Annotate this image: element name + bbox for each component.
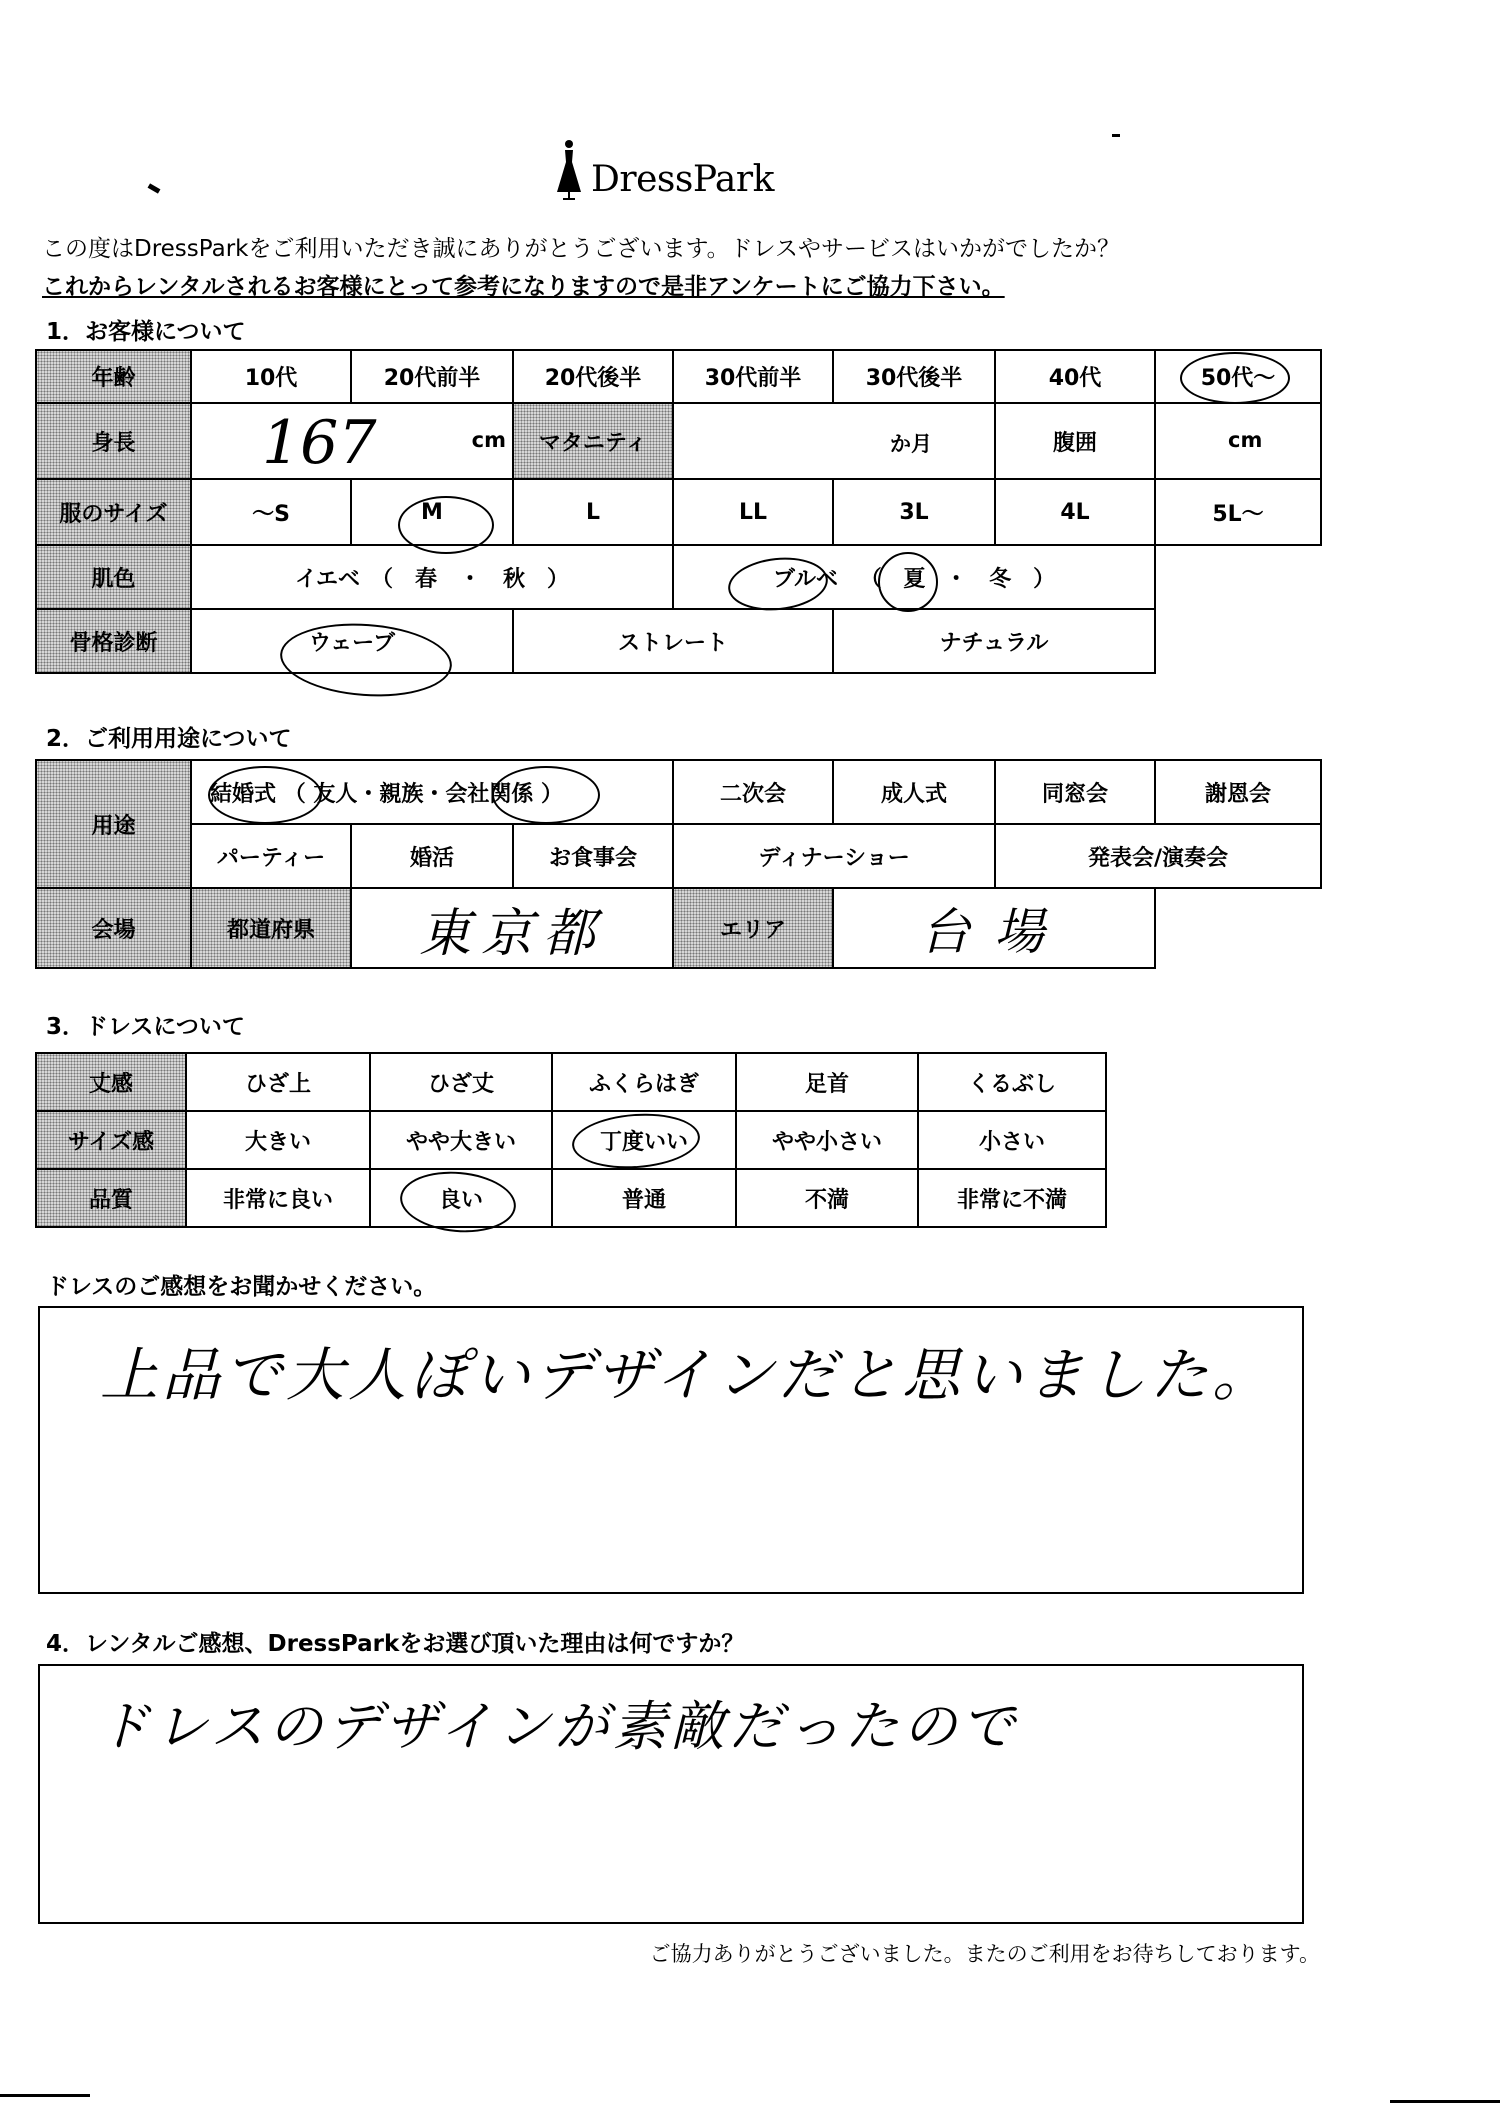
blank-cell bbox=[1155, 545, 1321, 609]
age-option[interactable]: 10代 bbox=[191, 350, 351, 403]
waist-field[interactable] bbox=[1155, 403, 1321, 479]
quality-option[interactable]: 非常に不満 bbox=[918, 1169, 1106, 1227]
age-row bbox=[36, 350, 1321, 403]
purpose-label: 用途 bbox=[36, 760, 191, 888]
wedding-main: 結婚式 bbox=[210, 781, 277, 807]
area-field[interactable] bbox=[833, 888, 1155, 968]
size-label: 服のサイズ bbox=[36, 479, 191, 545]
quality-option[interactable]: 非常に良い bbox=[186, 1169, 370, 1227]
fit-option[interactable]: やや小さい bbox=[736, 1111, 918, 1169]
section1-title: 1．お客様について bbox=[46, 319, 246, 345]
prefecture-label: 都道府県 bbox=[191, 888, 351, 968]
maternity-unit: か月 bbox=[890, 432, 932, 456]
length-option[interactable]: くるぶし bbox=[918, 1053, 1106, 1111]
logo-text: DressPark bbox=[591, 159, 774, 200]
wedding-option[interactable] bbox=[191, 760, 673, 824]
usage-table bbox=[35, 759, 1322, 969]
reason-box[interactable] bbox=[38, 1664, 1304, 1924]
waist-label: 腹囲 bbox=[995, 403, 1155, 479]
age-option-selected[interactable]: 50代～ bbox=[1155, 350, 1321, 403]
skin-yellow-base[interactable]: イエベ （ 春 ・ 秋 ） bbox=[191, 545, 673, 609]
usage-row-2 bbox=[36, 824, 1321, 888]
section2-title: 2．ご利用用途について bbox=[46, 726, 292, 752]
age-option[interactable]: 30代前半 bbox=[673, 350, 833, 403]
dresspark-logo bbox=[555, 140, 774, 200]
usage-option[interactable]: 同窓会 bbox=[995, 760, 1155, 824]
area-value: 台場 bbox=[920, 903, 1069, 961]
scan-speck bbox=[1112, 134, 1120, 137]
prefecture-field[interactable] bbox=[351, 888, 673, 968]
age-option[interactable]: 20代前半 bbox=[351, 350, 513, 403]
height-row bbox=[36, 403, 1321, 479]
footer-thanks: ご協力ありがとうございました。またのご利用をお待ちしております。 bbox=[649, 1942, 1320, 1966]
intro-request: これからレンタルされるお客様にとって参考になりますので是非アンケートにご協力下さい。 bbox=[42, 274, 1005, 300]
size-option[interactable]: 3L bbox=[833, 479, 995, 545]
blank-cell bbox=[1155, 609, 1321, 673]
length-option[interactable]: ひざ丈 bbox=[370, 1053, 552, 1111]
venue-label: 会場 bbox=[36, 888, 191, 968]
usage-option[interactable]: パーティー bbox=[191, 824, 351, 888]
usage-option[interactable]: ディナーショー bbox=[673, 824, 995, 888]
quality-row bbox=[36, 1169, 1106, 1227]
quality-option[interactable]: 不満 bbox=[736, 1169, 918, 1227]
length-label: 丈感 bbox=[36, 1053, 186, 1111]
prefecture-value: 東京都 bbox=[419, 903, 606, 964]
size-option[interactable]: 4L bbox=[995, 479, 1155, 545]
venue-row bbox=[36, 888, 1321, 968]
size-option-selected[interactable]: M bbox=[351, 479, 513, 545]
age-option[interactable]: 30代後半 bbox=[833, 350, 995, 403]
quality-option[interactable]: 普通 bbox=[552, 1169, 736, 1227]
length-option[interactable]: ふくらはぎ bbox=[552, 1053, 736, 1111]
fit-label: サイズ感 bbox=[36, 1111, 186, 1169]
waist-unit: cm bbox=[1228, 428, 1263, 452]
wedding-company: 会社関係 bbox=[445, 781, 534, 807]
skin-blue-base[interactable] bbox=[673, 545, 1155, 609]
size-row bbox=[36, 479, 1321, 545]
fit-option[interactable]: 小さい bbox=[918, 1111, 1106, 1169]
skin-winter: ・ 冬 ） bbox=[945, 566, 1056, 592]
impression-title: ドレスのご感想をお聞かせください。 bbox=[46, 1274, 437, 1300]
height-value: 167 bbox=[262, 408, 377, 478]
age-option[interactable]: 40代 bbox=[995, 350, 1155, 403]
impression-text: 上品で大人ぽいデザインだと思いました。 bbox=[100, 1341, 1274, 1409]
usage-option[interactable]: 謝恩会 bbox=[1155, 760, 1321, 824]
bone-option[interactable]: ストレート bbox=[513, 609, 833, 673]
skin-row bbox=[36, 545, 1321, 609]
scan-line bbox=[0, 2094, 90, 2097]
height-field[interactable] bbox=[191, 403, 513, 479]
usage-option[interactable]: 婚活 bbox=[351, 824, 513, 888]
scan-line bbox=[1390, 2100, 1500, 2103]
usage-row-1 bbox=[36, 760, 1321, 824]
skin-summer: 夏 bbox=[903, 566, 926, 592]
skin-label: 肌色 bbox=[36, 545, 191, 609]
length-option[interactable]: 足首 bbox=[736, 1053, 918, 1111]
section3-title: 3．ドレスについて bbox=[46, 1014, 245, 1040]
usage-option[interactable]: 発表会/演奏会 bbox=[995, 824, 1321, 888]
maternity-label: マタニティ bbox=[513, 403, 673, 479]
wedding-open: （ 友人・親族・ bbox=[283, 781, 446, 807]
scan-speck bbox=[148, 183, 161, 193]
bone-label: 骨格診断 bbox=[36, 609, 191, 673]
intro-text: この度はDressParkをご利用いただき誠にありがとうございます。ドレスやサービスはいかがでしたか？ bbox=[42, 236, 1120, 262]
usage-option[interactable]: 二次会 bbox=[673, 760, 833, 824]
height-label: 身長 bbox=[36, 403, 191, 479]
area-label: エリア bbox=[673, 888, 833, 968]
fit-row bbox=[36, 1111, 1106, 1169]
bone-option-selected[interactable]: ウェーブ bbox=[191, 609, 513, 673]
usage-option[interactable]: 成人式 bbox=[833, 760, 995, 824]
length-option[interactable]: ひざ上 bbox=[186, 1053, 370, 1111]
maternity-field[interactable] bbox=[673, 403, 995, 479]
dress-table bbox=[35, 1052, 1107, 1228]
age-option[interactable]: 20代後半 bbox=[513, 350, 673, 403]
blank-cell bbox=[1155, 888, 1321, 968]
customer-table bbox=[35, 349, 1322, 674]
quality-option-selected[interactable]: 良い bbox=[370, 1169, 552, 1227]
usage-option[interactable]: お食事会 bbox=[513, 824, 673, 888]
quality-label: 品質 bbox=[36, 1169, 186, 1227]
fit-option[interactable]: 大きい bbox=[186, 1111, 370, 1169]
length-row bbox=[36, 1053, 1106, 1111]
bone-row bbox=[36, 609, 1321, 673]
age-label: 年齢 bbox=[36, 350, 191, 403]
size-option[interactable]: L bbox=[513, 479, 673, 545]
bone-option[interactable]: ナチュラル bbox=[833, 609, 1155, 673]
impression-box[interactable] bbox=[38, 1306, 1304, 1594]
section4-title: 4．レンタルご感想、DressParkをお選び頂いた理由は何ですか？ bbox=[46, 1631, 745, 1657]
reason-text: ドレスのデザインが素敵だったので bbox=[96, 1695, 1019, 1758]
skin-blue-label: ブルベ bbox=[772, 566, 839, 592]
fit-option-selected[interactable]: 丁度いい bbox=[552, 1111, 736, 1169]
dress-icon bbox=[555, 138, 583, 200]
skin-paren: （ bbox=[859, 566, 882, 592]
height-unit: cm bbox=[471, 428, 506, 452]
size-option[interactable]: LL bbox=[673, 479, 833, 545]
size-option[interactable]: 5L～ bbox=[1155, 479, 1321, 545]
size-option[interactable]: ～S bbox=[191, 479, 351, 545]
fit-option[interactable]: やや大きい bbox=[370, 1111, 552, 1169]
wedding-close: ） bbox=[541, 781, 564, 807]
